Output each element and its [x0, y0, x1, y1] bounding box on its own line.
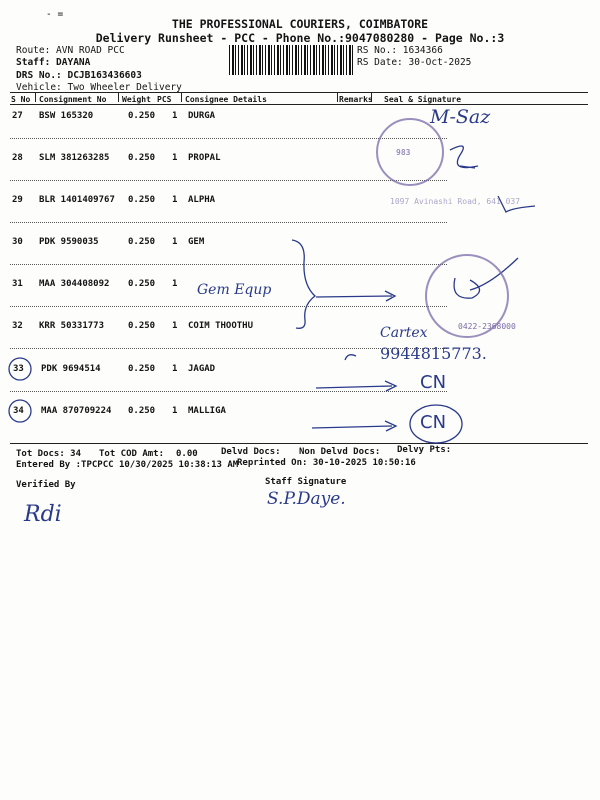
- row-consignee: JAGAD: [188, 364, 216, 374]
- row-weight: 0.250: [128, 153, 156, 163]
- row-pcs: 1: [172, 279, 178, 289]
- row-consignment: MAA 870709224: [41, 406, 112, 416]
- row-weight: 0.250: [128, 364, 156, 374]
- row-consignment: PDK 9694514: [41, 364, 101, 374]
- row-consignee: MALLIGA: [188, 406, 226, 416]
- col-seal-signature: Seal & Signature: [384, 95, 462, 104]
- row-pcs: 1: [172, 321, 178, 331]
- total-cod-value: 0.00: [176, 449, 198, 459]
- col-weight: Weight: [122, 95, 151, 104]
- staff-label: Staff: DAYANA: [16, 57, 91, 68]
- rs-date: RS Date: 30-Oct-2025: [357, 57, 472, 68]
- verified-by-label: Verified By: [16, 480, 76, 490]
- signature-row27: M-Saz: [430, 106, 491, 128]
- col-pcs: PCS: [157, 95, 172, 104]
- non-delivered-docs: Non Delvd Docs:: [299, 447, 381, 457]
- row-consignment: PDK 9590035: [39, 237, 99, 247]
- total-docs: Tot Docs: 34: [16, 449, 82, 459]
- stamp-phone: 0422-2368000: [458, 322, 516, 331]
- delivered-docs: Delvd Docs:: [221, 447, 281, 457]
- row-sno: 27: [12, 111, 23, 121]
- handwritten-gem-equip: Gem Equp: [197, 282, 272, 298]
- rs-number: RS No.: 1634366: [357, 45, 443, 56]
- row-pcs: 1: [172, 195, 178, 205]
- route-label: Route: AVN ROAD PCC: [16, 45, 125, 56]
- seal-stamp-row27: 983: [376, 118, 444, 186]
- row-weight: 0.250: [128, 406, 156, 416]
- row-pcs: 1: [172, 237, 178, 247]
- row-consignee: GEM: [188, 237, 205, 247]
- verifier-signature: Rdi: [24, 502, 62, 527]
- row-consignee: ALPHA: [188, 195, 216, 205]
- staff-signature: S.P.Daye.: [267, 489, 346, 509]
- row-sno: 33: [13, 364, 24, 374]
- row-weight: 0.250: [128, 237, 156, 247]
- staff-signature-label: Staff Signature: [265, 477, 347, 487]
- col-consignment: Consignment No: [39, 95, 107, 104]
- row-sno: 34: [13, 406, 24, 416]
- vehicle-label: Vehicle: Two Wheeler Delivery: [16, 82, 182, 93]
- handwritten-cartex: Cartex: [380, 325, 428, 341]
- row-weight: 0.250: [128, 111, 156, 121]
- row-sno: 28: [12, 153, 23, 163]
- runsheet-subtitle: Delivery Runsheet - PCC - Phone No.:9047080280 - Page No.:3: [95, 31, 505, 45]
- row-consignment: BLR 1401409767: [39, 195, 115, 205]
- row-pcs: 1: [172, 153, 178, 163]
- row-pcs: 1: [172, 364, 178, 374]
- col-remarks: Remarks: [339, 95, 373, 104]
- row-consignee: PROPAL: [188, 153, 221, 163]
- corner-mark: - =: [46, 9, 64, 20]
- row-pcs: 1: [172, 406, 178, 416]
- col-sno: S No: [11, 95, 31, 104]
- row-consignment: BSW 165320: [39, 111, 94, 121]
- handwritten-cn-row33: CN: [420, 372, 447, 393]
- address-stamp-row29: 1097 Avinashi Road, 641 037: [390, 197, 521, 206]
- row-pcs: 1: [172, 111, 178, 121]
- row-consignee: COIM THOOTHU: [188, 321, 254, 331]
- entered-by: Entered By :TPCPCC 10/30/2025 10:38:13 AM: [16, 460, 239, 470]
- drs-number: DRS No.: DCJB163436603: [16, 70, 142, 81]
- handwritten-cn-row34: CN: [420, 412, 447, 433]
- row-weight: 0.250: [128, 321, 156, 331]
- delivery-points: Delvy Pts:: [397, 445, 452, 455]
- col-consignee: Consignee Details: [185, 95, 267, 104]
- total-cod-label: Tot COD Amt:: [99, 449, 165, 459]
- row-weight: 0.250: [128, 195, 156, 205]
- row-weight: 0.250: [128, 279, 156, 289]
- row-consignee: DURGA: [188, 111, 216, 121]
- company-title: THE PROFESSIONAL COURIERS, COIMBATORE: [171, 17, 429, 31]
- row-sno: 30: [12, 237, 23, 247]
- row-sno: 32: [12, 321, 23, 331]
- reprinted-on: Reprinted On: 30-10-2025 10:50:16: [237, 458, 416, 468]
- row-consignment: KRR 50331773: [39, 321, 105, 331]
- handwritten-phone: 9944815773.: [380, 344, 487, 363]
- row-consignment: MAA 304408092: [39, 279, 110, 289]
- row-sno: 29: [12, 195, 23, 205]
- row-consignment: SLM 381263285: [39, 153, 110, 163]
- row-sno: 31: [12, 279, 23, 289]
